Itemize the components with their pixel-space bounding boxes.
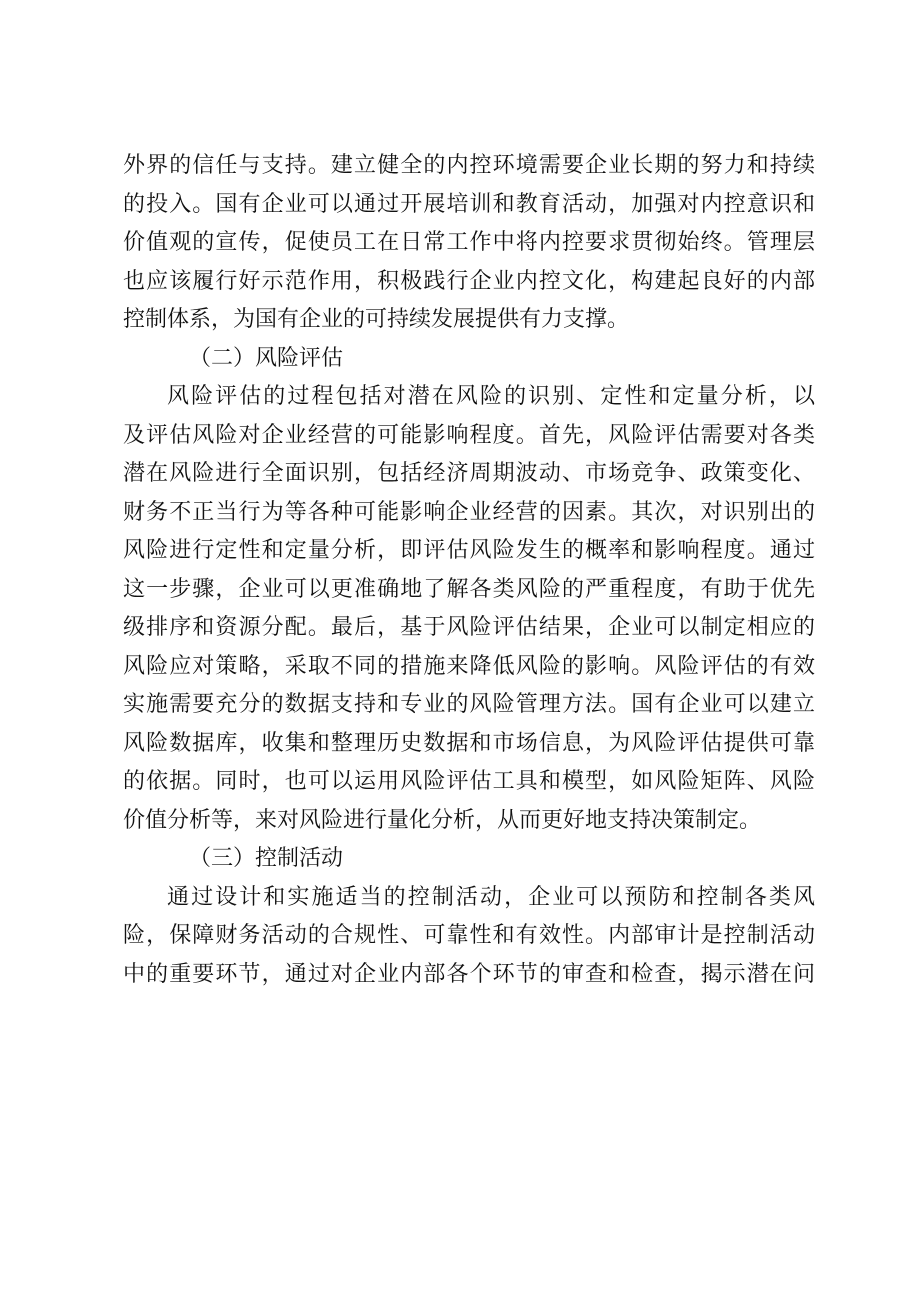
paragraph-line: 通过设计和实施适当的控制活动，企业可以预防和控制各类风 xyxy=(167,884,815,910)
paragraph-line: 风险应对策略，采取不同的措施来降低风险的影响。风险评估的有效 xyxy=(123,653,815,679)
paragraph-line: 风险评估的过程包括对潜在风险的识别、定性和定量分析，以 xyxy=(167,384,815,409)
paragraph-line: 风险进行定性和定量分析，即评估风险发生的概率和影响程度。通过 xyxy=(123,538,815,563)
paragraph-line: 中的重要环节，通过对企业内部各个环节的审查和检查，揭示潜在问 xyxy=(123,961,815,987)
paragraph-line: 这一步骤，企业可以更准确地了解各类风险的严重程度，有助于优先 xyxy=(123,576,815,602)
paragraph-line: 价值分析等，来对风险进行量化分析，从而更好地支持决策制定。 xyxy=(123,807,762,833)
paragraph-line: 风险数据库，收集和整理历史数据和市场信息，为风险评估提供可靠 xyxy=(123,730,815,756)
paragraph-line: 潜在风险进行全面识别，包括经济周期波动、市场竞争、政策变化、 xyxy=(123,461,815,486)
paragraph-line: 控制体系，为国有企业的可持续发展提供有力支撑。 xyxy=(123,307,630,332)
paragraph-line: 险，保障财务活动的合规性、可靠性和有效性。内部审计是控制活动 xyxy=(123,923,815,948)
paragraph-line: 也应该履行好示范作用，积极践行企业内控文化，构建起良好的内部 xyxy=(123,268,815,294)
paragraph-line: 及评估风险对企业经营的可能影响程度。首先，风险评估需要对各类 xyxy=(123,422,815,448)
paragraph-line: 的依据。同时，也可以运用风险评估工具和模型，如风险矩阵、风险 xyxy=(123,769,815,794)
paragraph-line: 实施需要充分的数据支持和专业的风险管理方法。国有企业可以建立 xyxy=(123,692,815,717)
paragraph-line: 外界的信任与支持。建立健全的内控环境需要企业长期的努力和持续 xyxy=(123,153,815,178)
section-heading-control-activities: （三）控制活动 xyxy=(189,846,344,871)
paragraph-line: 价值观的宣传，促使员工在日常工作中将内控要求贯彻始终。管理层 xyxy=(123,230,815,255)
section-heading-risk-assessment: （二）风险评估 xyxy=(189,345,344,371)
paragraph-line: 的投入。国有企业可以通过开展培训和教育活动，加强对内控意识和 xyxy=(123,191,815,217)
paragraph-line: 财务不正当行为等各种可能影响企业经营的因素。其次，对识别出的 xyxy=(123,499,815,525)
paragraph-line: 级排序和资源分配。最后，基于风险评估结果，企业可以制定相应的 xyxy=(123,615,815,640)
document-body xyxy=(123,147,815,994)
